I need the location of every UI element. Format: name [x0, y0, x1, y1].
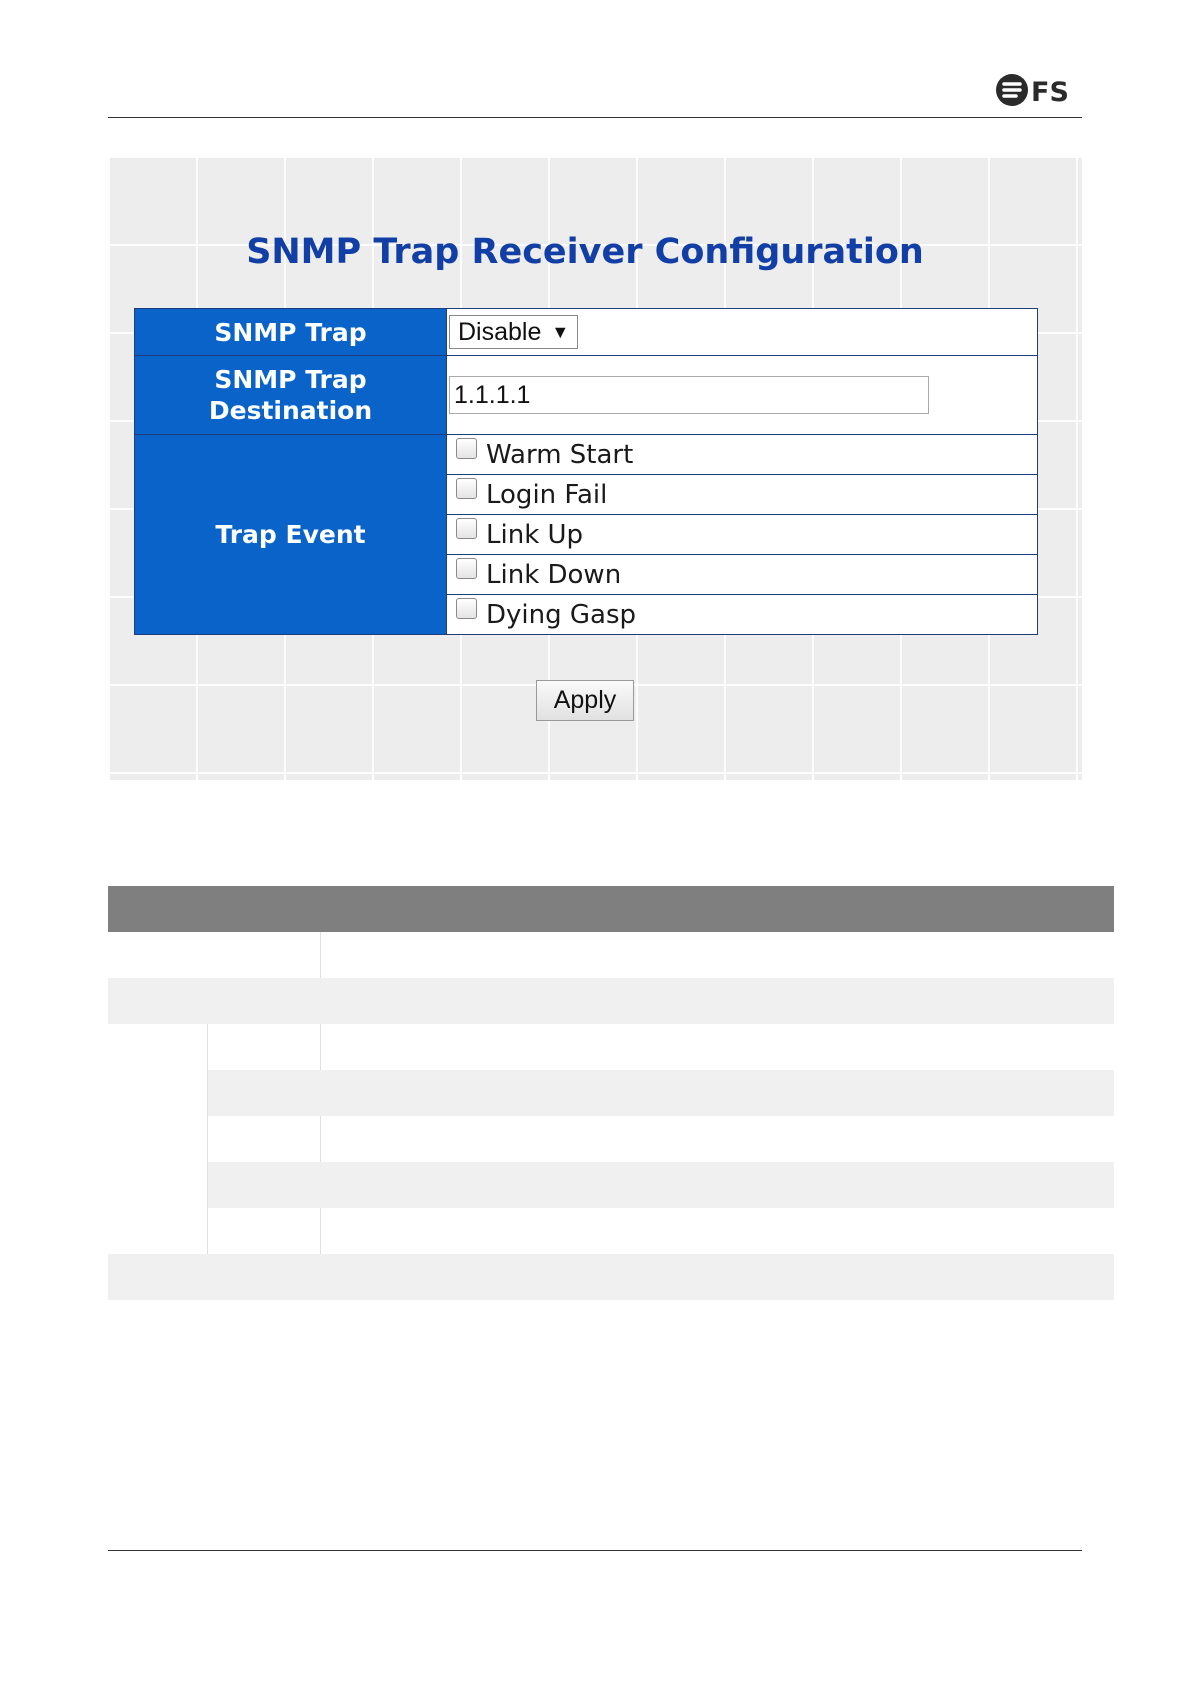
- link-up-label: Link Up: [486, 519, 584, 550]
- event-row-warm-start: [135, 435, 1038, 475]
- link-up-checkbox[interactable]: [456, 518, 477, 539]
- desc-cell: [208, 1116, 321, 1162]
- desc-row: [108, 1116, 1114, 1162]
- destination-label: [135, 356, 447, 435]
- desc-header-cell: [108, 886, 321, 932]
- desc-cell: [108, 1254, 1114, 1300]
- snmp-trap-select-value: Disable: [458, 318, 542, 346]
- fs-logo: [995, 72, 1070, 108]
- link-down-checkbox[interactable]: [456, 558, 477, 579]
- desc-row: [108, 1070, 1114, 1116]
- destination-label-line1: SNMP Trap: [214, 365, 367, 394]
- desc-row: [108, 978, 1114, 1024]
- login-fail-label: Login Fail: [486, 479, 608, 510]
- footer-rule: [108, 1550, 1082, 1551]
- desc-cell: [208, 1162, 1115, 1208]
- snmp-trap-row: [135, 309, 1038, 356]
- desc-cell: [208, 1024, 321, 1070]
- desc-cell: [321, 1208, 1115, 1254]
- description-table: [108, 886, 1114, 1300]
- page-title: SNMP Trap Receiver Configuration: [246, 232, 924, 272]
- desc-cell: [321, 1024, 1115, 1070]
- desc-header-cell: [321, 886, 1115, 932]
- trap-event-label: Trap Event: [135, 435, 447, 635]
- desc-cell: [108, 932, 321, 978]
- desc-cell: [208, 1070, 1115, 1116]
- desc-cell: [108, 1024, 208, 1254]
- desc-row: [108, 1162, 1114, 1208]
- desc-cell: [208, 1208, 321, 1254]
- desc-cell: [321, 932, 1115, 978]
- desc-cell: [108, 978, 1114, 1024]
- dying-gasp-checkbox[interactable]: [456, 598, 477, 619]
- destination-cell: [447, 356, 1038, 435]
- desc-header-row: [108, 886, 1114, 932]
- apply-button[interactable]: Apply: [536, 680, 634, 721]
- config-panel: [108, 156, 1082, 780]
- config-table: [134, 308, 1038, 635]
- desc-row: [108, 1208, 1114, 1254]
- snmp-trap-cell: [447, 309, 1038, 356]
- warm-start-checkbox[interactable]: [456, 438, 477, 459]
- login-fail-checkbox[interactable]: [456, 478, 477, 499]
- desc-row: [108, 1024, 1114, 1070]
- destination-input[interactable]: [449, 376, 929, 414]
- desc-row: [108, 1254, 1114, 1300]
- svg-text:FS: FS: [1031, 77, 1069, 108]
- destination-row: [135, 356, 1038, 435]
- dying-gasp-label: Dying Gasp: [486, 599, 637, 630]
- destination-label-line2: Destination: [208, 396, 373, 425]
- desc-cell: [321, 1116, 1115, 1162]
- snmp-trap-label: SNMP Trap: [135, 309, 447, 356]
- desc-row: [108, 932, 1114, 978]
- link-down-label: Link Down: [486, 559, 622, 590]
- snmp-trap-select[interactable]: [449, 315, 578, 349]
- dropdown-arrow-icon: ▼: [551, 322, 570, 342]
- warm-start-label: Warm Start: [486, 439, 634, 470]
- header-rule: [108, 117, 1082, 118]
